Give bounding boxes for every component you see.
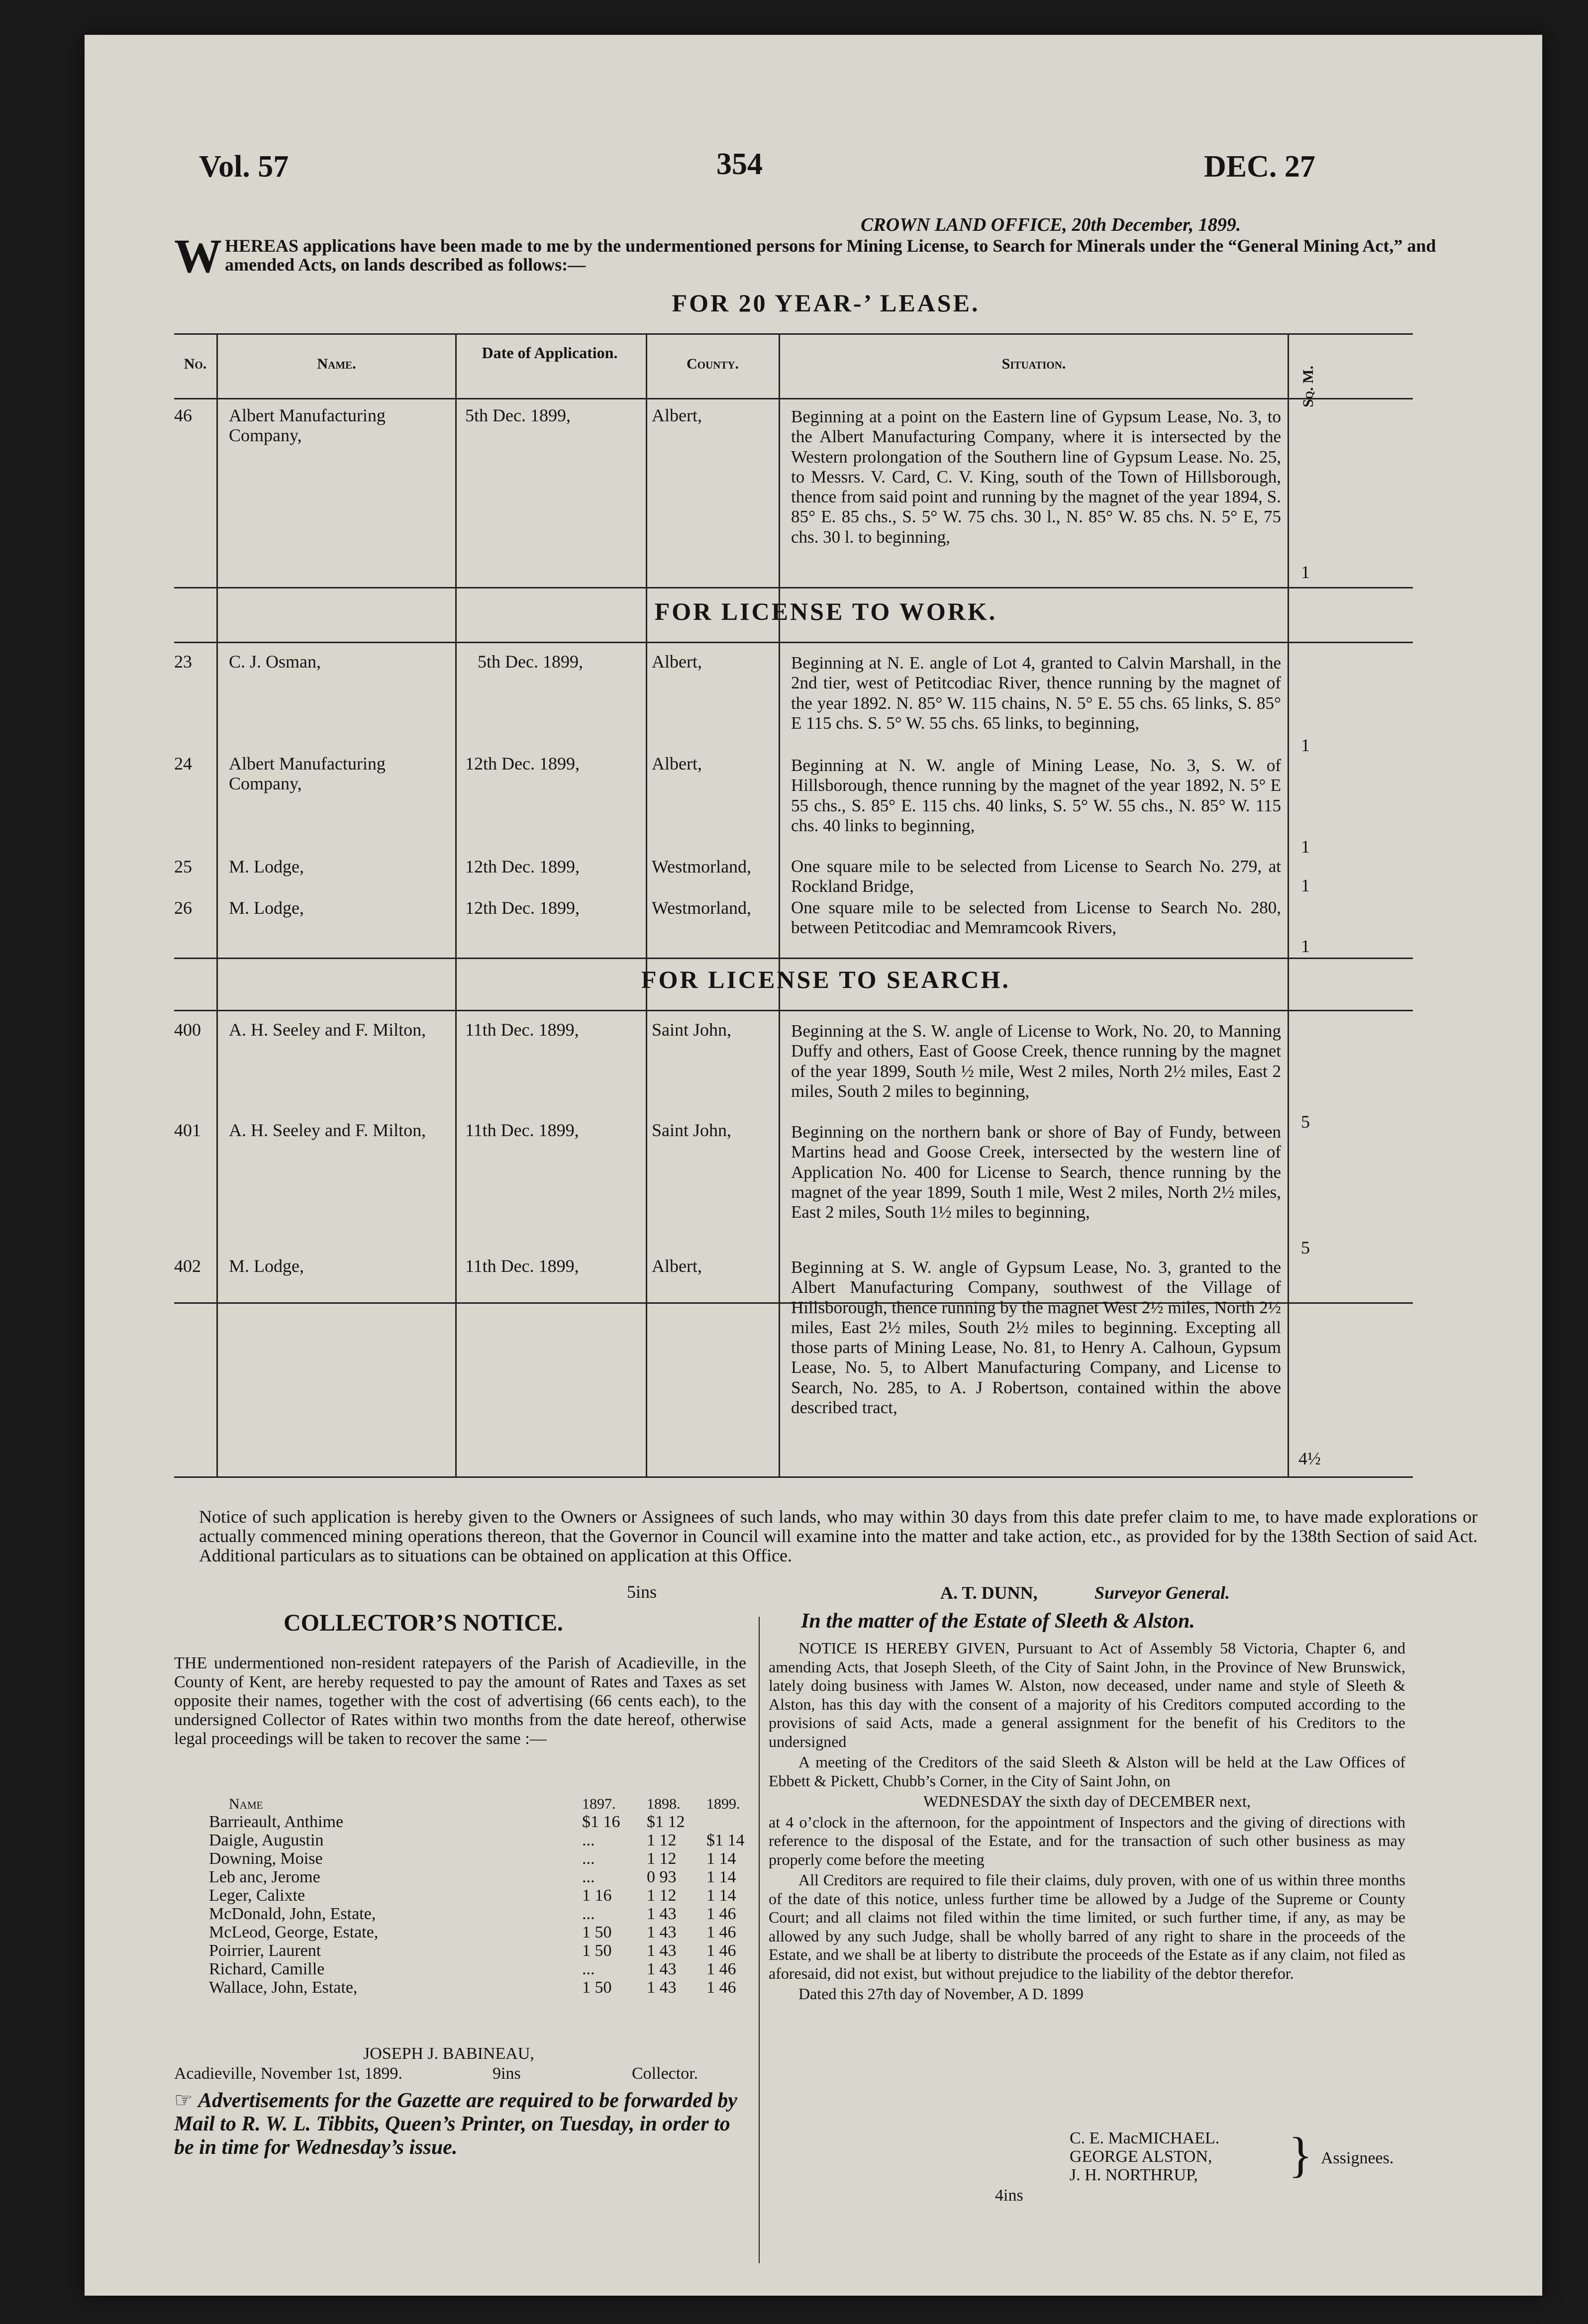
row-situation: Beginning on the northern bank or shore of Bay of Fundy, between Martins head and Goose Creek, intersected by the western line of Application No. 400 for License to Search, thence running by the magnet of the year 1899, South 1 mile, West 2 miles, North 2½ miles, East 2 miles, South 1½ miles to beginning, — [791, 1122, 1281, 1222]
intro-text: HEREAS applications have been made to me by the undermentioned persons for Mining License, to Search for Minerals under the “General Mining Act,” and amended Acts, on lands described as follows:— — [225, 236, 1436, 275]
rates-head-1897: 1897. — [582, 1796, 616, 1812]
estate-para-3: WEDNESDAY the sixth day of DECEMBER next, — [923, 1792, 1251, 1810]
row-county: Albert, — [652, 405, 702, 425]
rates-row — [174, 1868, 746, 1886]
rates-row — [174, 1849, 746, 1868]
rate-1899: 1 46 — [706, 1941, 736, 1960]
drop-cap: W — [174, 229, 222, 283]
collector-place: Acadieville, November 1st, 1899. — [174, 2064, 402, 2083]
rates-row — [174, 1941, 746, 1960]
rates-row — [174, 1813, 746, 1831]
rate-1898: 1 12 — [647, 1831, 677, 1849]
col-header-date: Date of Application. — [482, 344, 618, 362]
assignees-list — [1070, 2129, 1219, 2184]
section-work-title: FOR LICENSE TO WORK. — [654, 597, 997, 625]
rate-1899: 1 14 — [706, 1849, 736, 1868]
rates-head-1899: 1899. — [706, 1796, 740, 1812]
crown-land-office: CROWN LAND OFFICE, 20th December, 1899. — [861, 214, 1241, 235]
rates-row — [174, 1978, 746, 1997]
row-situation: Beginning at the S. W. angle of License to Work, No. 20, to Manning Duffy and others, East of Goose Creek, thence running by the magnet of the year 1899, South ½ mile, West 2 miles, North 2½ miles, East 2 miles, South 2 miles to beginning, — [791, 1021, 1281, 1101]
rate-name: Leb anc, Jerome — [209, 1868, 320, 1886]
estate-title: In the matter of the Estate of Sleeth & Alston. — [801, 1610, 1195, 1633]
col-header-no: No. — [184, 356, 207, 372]
estate-dated: Dated this 27th day of November, A D. 1899 — [798, 1985, 1084, 2003]
rate-1897: ... — [582, 1905, 595, 1923]
rate-1897: ... — [582, 1831, 595, 1849]
row-situation: Beginning at N. E. angle of Lot 4, granted to Calvin Marshall, in the 2nd tier, west of Petitcodiac River, thence running by the magnet of the year 1892. N. 85° W. 115 chains, N. 5° E. 55 chs. 65 links, S. 85° E 115 chs. S. 5° W. 55 chs. 65 links, to beginning, — [791, 653, 1281, 733]
collector-text: THE undermentioned non-resident ratepayers of the Parish of Acadieville, in the County of Kent, are hereby requested to pay the amount of Rates and Taxes as set opposite their names, together with the cost of advertising (66 cents each), to the undersigned Collector of Rates within two months from the date hereof, otherwise legal proceedings will be taken to recover the same :— — [174, 1654, 746, 1748]
row-name: M. Lodge, — [229, 898, 304, 918]
col-header-name: Name. — [317, 356, 356, 372]
signature-title: Surveyor General. — [1094, 1583, 1230, 1603]
estate-notice — [769, 1639, 1405, 2004]
assignee: GEORGE ALSTON, — [1070, 2147, 1212, 2166]
rates-row — [174, 1886, 746, 1905]
collector-ins: 9ins — [493, 2064, 521, 2083]
row-sq-m: 1 — [1301, 735, 1310, 755]
rate-1898: 0 93 — [647, 1868, 677, 1886]
row-date: 12th Dec. 1899, — [465, 857, 580, 876]
issue-date: DEC. 27 — [1204, 150, 1315, 184]
row-date: 5th Dec. 1899, — [465, 405, 571, 425]
row-county: Saint John, — [652, 1020, 732, 1040]
row-date: 11th Dec. 1899, — [465, 1256, 579, 1276]
rates-row — [174, 1923, 746, 1941]
rates-table — [174, 1796, 746, 1997]
rate-1897: ... — [582, 1868, 595, 1886]
brace-icon: } — [1289, 2127, 1312, 2182]
rate-1899: 1 46 — [706, 1978, 736, 1997]
rate-name: McDonald, John, Estate, — [209, 1905, 376, 1923]
row-no: 401 — [174, 1120, 201, 1140]
rate-1897: ... — [582, 1849, 595, 1868]
row-name: Albert Manufacturing Company, — [229, 754, 386, 793]
rate-1898: 1 43 — [647, 1960, 677, 1978]
rate-1898: 1 43 — [647, 1941, 677, 1960]
rates-row — [174, 1831, 746, 1849]
estate-para-4: at 4 o’clock in the afternoon, for the appointment of Inspectors and the giving of directions with reference to the disposal of the Estate, and for the transaction of such other business as may properly come before the meeting — [769, 1813, 1405, 1868]
estate-ins: 4ins — [995, 2186, 1023, 2205]
row-county: Saint John, — [652, 1120, 732, 1140]
rate-1899: $1 14 — [706, 1831, 745, 1849]
rate-1899: 1 14 — [706, 1886, 736, 1905]
row-county: Westmorland, — [652, 898, 752, 918]
row-county: Westmorland, — [652, 857, 752, 876]
row-name: A. H. Seeley and F. Milton, — [229, 1120, 426, 1140]
rate-1899: 1 14 — [706, 1868, 736, 1886]
rate-1898: 1 43 — [647, 1923, 677, 1941]
row-date: 5th Dec. 1899, — [478, 652, 583, 672]
pointing-hand-icon: ☞ — [174, 2089, 193, 2112]
row-situation: One square mile to be selected from License to Search No. 280, between Petitcodiac and Memramcook Rivers, — [791, 898, 1281, 938]
rate-name: Wallace, John, Estate, — [209, 1978, 358, 1997]
row-name: Albert Manufacturing Company, — [229, 405, 386, 445]
volume-number: Vol. 57 — [199, 150, 289, 184]
rate-1898: 1 12 — [647, 1849, 677, 1868]
collector-signer: JOSEPH J. BABINEAU, — [363, 2044, 534, 2063]
rates-row — [174, 1905, 746, 1923]
rate-1898: 1 43 — [647, 1905, 677, 1923]
notice-paragraph: Notice of such application is hereby given to the Owners or Assignees of such lands, who may within 30 days from this date prefer claim to me, to have made explorations or actually commenced mining operations thereon, that the Governor in Council will examine into the matter and take action, etc., as provided for by the 138th Section of said Act. Additional particulars as to situations can be obtained on application at this Office. — [199, 1507, 1478, 1565]
row-no: 23 — [174, 652, 192, 672]
signature-name: A. T. DUNN, — [940, 1583, 1038, 1603]
rate-1897: 1 16 — [582, 1886, 612, 1905]
estate-para-5: All Creditors are required to file their claims, duly proven, with one of us within three months of the date of this notice, unless further time be allowed by a Judge of the Supreme or County Court; and all claims not filed within the time limited, or such further time, if any, as may be allowed by any such Judge, shall be wholly barred of any right to share in the proceeds of the Estate, and we shall be at liberty to distribute the proceeds of the Estate as if any claim, not filed as aforesaid, did not exist, but without prejudice to the liability of the debtor therefor. — [769, 1871, 1405, 1982]
row-no: 24 — [174, 754, 192, 774]
row-sq-m: 1 — [1301, 875, 1310, 895]
rate-name: Daigle, Augustin — [209, 1831, 324, 1849]
row-name: M. Lodge, — [229, 1256, 304, 1276]
row-county: Albert, — [652, 1256, 702, 1276]
rate-name: Downing, Moise — [209, 1849, 323, 1868]
row-county: Albert, — [652, 652, 702, 672]
row-situation: Beginning at S. W. angle of Gypsum Lease, No. 3, granted to the Albert Manufacturing Company, southwest of the Village of Hillsborough, thence running by the magnet West 2½ miles, North 2½ miles, East 2½ miles, South 2½ miles to beginning. Excepting all those parts of Mining Lease, No. 81, to Henry A. Calhoun, Gypsum Lease, No. 5, to Albert Manufacturing Company, and License to Search, No. 285, to A. J Robertson, contained within the above described tract, — [791, 1258, 1281, 1418]
rate-1898: 1 12 — [647, 1886, 677, 1905]
rate-1898: 1 43 — [647, 1978, 677, 1997]
rate-1897: $1 16 — [582, 1813, 620, 1831]
row-name: A. H. Seeley and F. Milton, — [229, 1020, 426, 1040]
assignee: C. E. MacMICHAEL. — [1070, 2129, 1220, 2147]
row-no: 26 — [174, 898, 192, 918]
section-search-title: FOR LICENSE TO SEARCH. — [641, 966, 1010, 993]
rates-head-name: Name — [229, 1796, 263, 1812]
advert-text: Advertisements for the Gazette are required to be forwarded by Mail to R. W. L. Tibbits, Queen’s Printer, on Tuesday, in order to be in time for Wednesday’s issue. — [174, 2089, 737, 2159]
row-situation: One square mile to be selected from License to Search No. 279, at Rockland Bridge, — [791, 857, 1281, 896]
row-date: 12th Dec. 1899, — [465, 754, 580, 774]
row-date: 11th Dec. 1899, — [465, 1020, 579, 1040]
col-header-sq-m: Sq. M. — [1300, 366, 1316, 407]
rates-row — [174, 1960, 746, 1978]
row-date: 11th Dec. 1899, — [465, 1120, 579, 1140]
rate-name: Barrieault, Anthime — [209, 1813, 344, 1831]
row-situation: Beginning at a point on the Eastern line of Gypsum Lease, No. 3, to the Albert Manufacturing Company, where it is intersected by the Western prolongation of the Southern line of Gypsum Lease. No. 25, to Messrs. V. Card, C. V. King, south of the Town of Hillsborough, thence from said point and running by the magnet of the year 1894, S. 85° E. 85 chs., S. 5° W. 75 chs. 30 l., N. 85° W. 85 chs. N. 5° E, 75 chs. 30 l. to beginning, — [791, 407, 1281, 547]
collector-role: Collector. — [632, 2064, 698, 2083]
row-sq-m: 4½ — [1298, 1449, 1321, 1468]
row-sq-m: 1 — [1301, 837, 1310, 857]
row-situation: Beginning at N. W. angle of Mining Lease, No. 3, S. W. of Hillsborough, thence running by the magnet of the year 1892, N. 5° E 55 chs., S. 85° E. 115 chs. 40 links, S. 5° W. 55 chs., N. 85° W. 115 chs. 40 links to beginning, — [791, 756, 1281, 835]
estate-para-1: NOTICE IS HEREBY GIVEN, Pursuant to Act of Assembly 58 Victoria, Chapter 6, and amending Acts, that Joseph Sleeth, of the City of Saint John, in the Province of New Brunswick, lately doing business with James W. Alston, now deceased, under name and style of Sleeth & Alston, has this day with the consent of a majority of his Creditors computed according to the provisions of said Acts, made a general assignment for the benefit of his Creditors to the undersigned — [769, 1639, 1405, 1750]
rate-1899: 1 46 — [706, 1923, 736, 1941]
row-no: 25 — [174, 857, 192, 876]
row-sq-m: 1 — [1301, 936, 1310, 956]
assignees-label: Assignees. — [1321, 2149, 1394, 2167]
rates-head-1898: 1898. — [647, 1796, 681, 1812]
rate-1899: 1 46 — [706, 1960, 736, 1978]
row-county: Albert, — [652, 754, 702, 774]
advert-notice — [174, 2089, 746, 2159]
rate-1897: ... — [582, 1960, 595, 1978]
row-sq-m: 1 — [1301, 562, 1310, 582]
rate-1897: 1 50 — [582, 1941, 612, 1960]
estate-para-2: A meeting of the Creditors of the said Sleeth & Alston will be held at the Law Offices of Ebbett & Pickett, Chubb’s Corner, in the City of Saint John, on — [769, 1753, 1405, 1790]
section-lease-title: FOR 20 YEAR-’ LEASE. — [672, 289, 980, 317]
row-date: 12th Dec. 1899, — [465, 898, 580, 918]
row-sq-m: 5 — [1301, 1112, 1310, 1132]
rate-name: Poirrier, Laurent — [209, 1941, 321, 1960]
rate-1899: 1 46 — [706, 1905, 736, 1923]
notice-ins: 5ins — [627, 1582, 657, 1602]
row-no: 402 — [174, 1256, 201, 1276]
rate-name: Richard, Camille — [209, 1960, 325, 1978]
row-name: C. J. Osman, — [229, 652, 321, 672]
rate-1898: $1 12 — [647, 1813, 685, 1831]
assignee: J. H. NORTHRUP, — [1070, 2166, 1198, 2184]
rate-1897: 1 50 — [582, 1978, 612, 1997]
row-no: 46 — [174, 405, 192, 425]
row-sq-m: 5 — [1301, 1238, 1310, 1258]
rate-name: McLeod, George, Estate, — [209, 1923, 379, 1941]
row-name: M. Lodge, — [229, 857, 304, 876]
rate-1897: 1 50 — [582, 1923, 612, 1941]
page-number: 354 — [716, 147, 763, 181]
col-header-county: County. — [686, 356, 739, 372]
rate-name: Leger, Calixte — [209, 1886, 305, 1905]
rates-header — [174, 1796, 746, 1813]
col-header-situation: Situation. — [1001, 356, 1066, 372]
intro-paragraph — [174, 229, 1478, 283]
collector-title: COLLECTOR’S NOTICE. — [284, 1610, 563, 1636]
gazette-page — [85, 35, 1542, 2296]
row-no: 400 — [174, 1020, 201, 1040]
